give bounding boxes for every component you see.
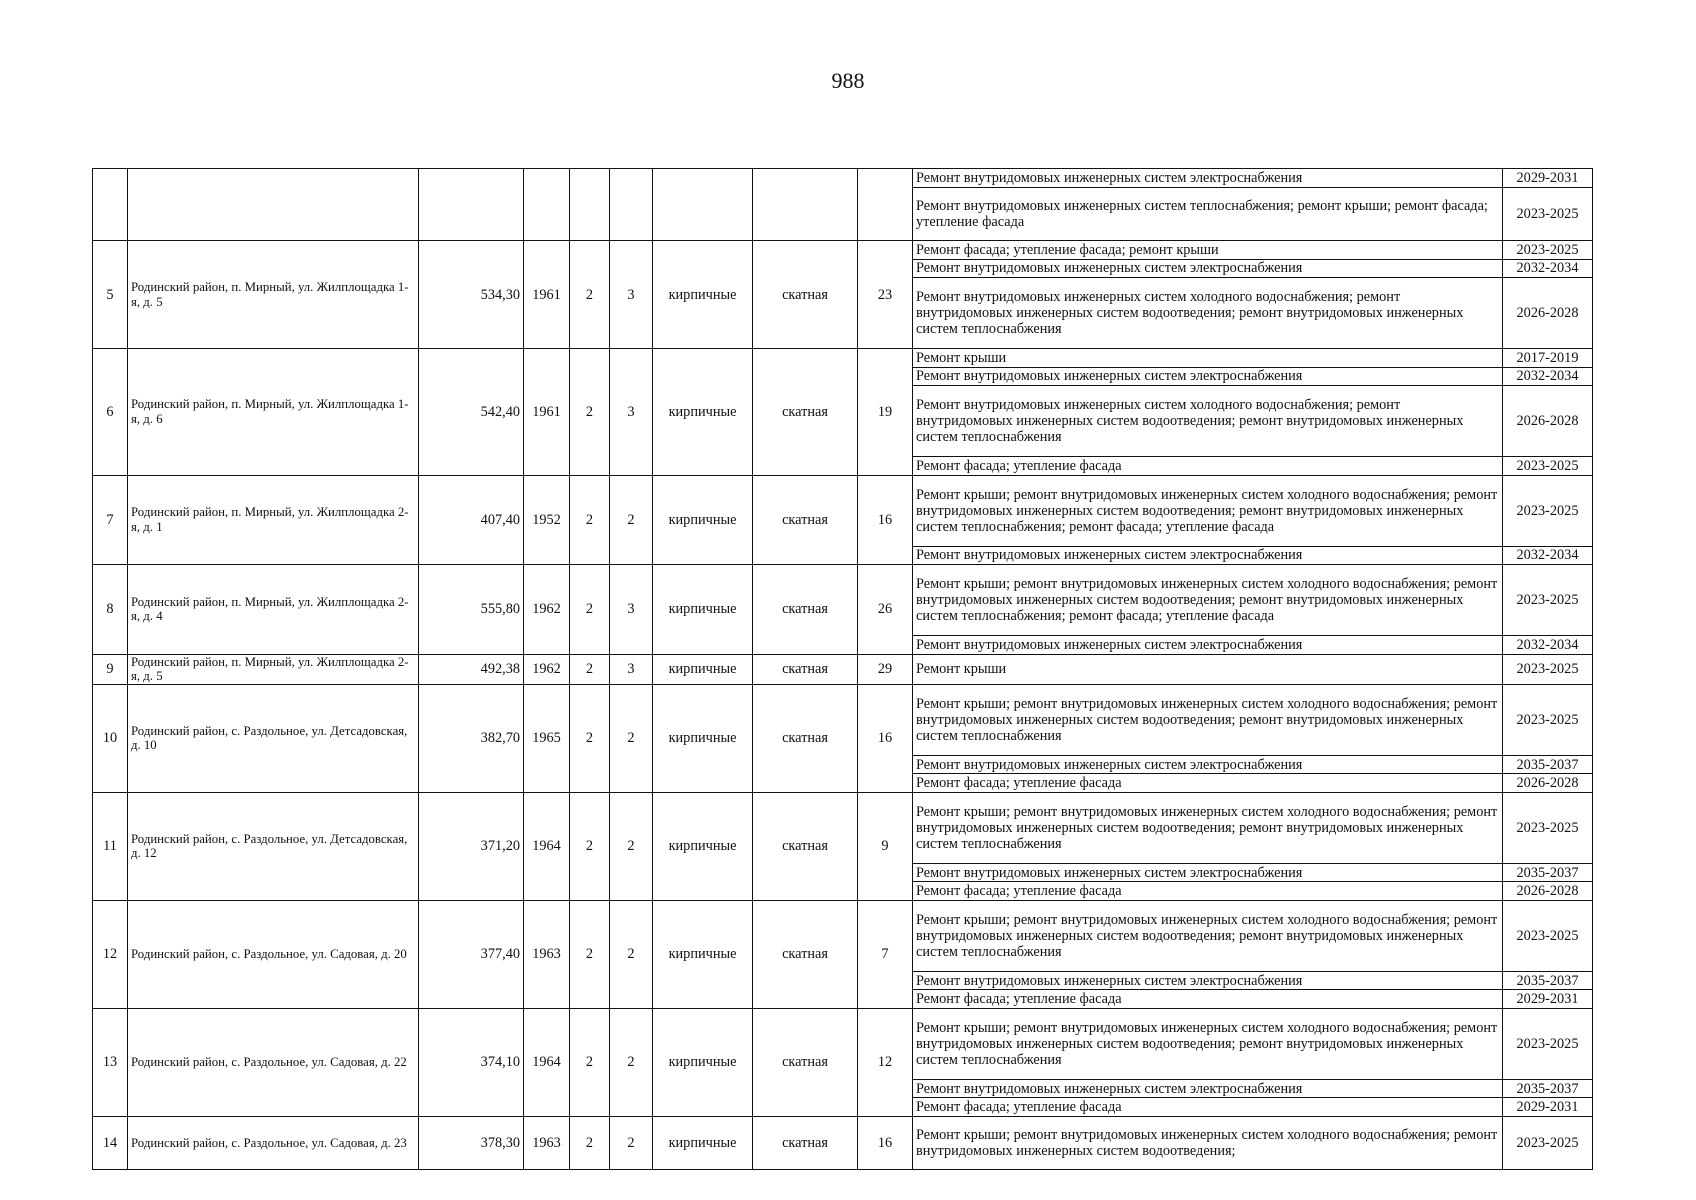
repair-period-cell: 2017-2019 [1503,349,1593,368]
floors-cell: 2 [570,241,610,349]
repair-work-cell: Ремонт фасада; утепление фасада [913,882,1503,901]
repair-period-cell: 2029-2031 [1503,1098,1593,1117]
residents-cell: 16 [858,475,913,565]
wall-material-cell: кирпичные [653,684,753,792]
repair-period-cell: 2023-2025 [1503,684,1593,755]
repair-work-cell: Ремонт внутридомовых инженерных систем холодного водоснабжения; ремонт внутридомовых инженерных систем водоотведения; ремонт внутридомовых инженерных систем теплоснабжения [913,386,1503,457]
floors-cell: 2 [570,475,610,565]
row-number-cell: 11 [93,792,128,900]
year-built-cell: 1964 [524,1008,570,1116]
wall-material-cell: кирпичные [653,475,753,565]
wall-material-cell: кирпичные [653,1008,753,1116]
table-row [93,684,1593,755]
repair-period-cell: 2023-2025 [1503,457,1593,476]
repair-period-cell: 2026-2028 [1503,882,1593,901]
roof-type-cell [753,169,858,241]
address-cell: Родинский район, п. Мирный, ул. Жилплощадка 2-я, д. 1 [128,475,419,565]
repair-period-cell: 2023-2025 [1503,792,1593,863]
entrances-cell: 2 [610,475,653,565]
table-row [93,475,1593,546]
repair-work-cell: Ремонт фасада; утепление фасада [913,1098,1503,1117]
repair-work-cell: Ремонт внутридомовых инженерных систем электроснабжения [913,971,1503,990]
page-number: 988 [831,68,865,93]
area-cell: 378,30 [419,1116,524,1170]
area-cell: 492,38 [419,654,524,684]
repair-period-cell: 2032-2034 [1503,367,1593,386]
entrances-cell [610,169,653,241]
table-row [93,241,1593,260]
address-cell: Родинский район, п. Мирный, ул. Жилплощадка 1-я, д. 5 [128,241,419,349]
entrances-cell: 2 [610,1008,653,1116]
address-cell: Родинский район, с. Раздольное, ул. Садовая, д. 22 [128,1008,419,1116]
repair-period-cell: 2023-2025 [1503,1116,1593,1170]
address-cell: Родинский район, с. Раздольное, ул. Детсадовская, д. 10 [128,684,419,792]
table-row [93,792,1593,863]
residents-cell: 9 [858,792,913,900]
repair-period-cell: 2026-2028 [1503,774,1593,793]
year-built-cell: 1952 [524,475,570,565]
repair-period-cell: 2032-2034 [1503,259,1593,278]
repair-work-cell: Ремонт внутридомовых инженерных систем электроснабжения [913,169,1503,188]
residents-cell: 12 [858,1008,913,1116]
residents-cell: 23 [858,241,913,349]
roof-type-cell: скатная [753,565,858,655]
year-built-cell: 1963 [524,900,570,1008]
entrances-cell: 3 [610,565,653,655]
repair-period-cell: 2032-2034 [1503,546,1593,565]
row-number-cell: 6 [93,349,128,476]
roof-type-cell: скатная [753,241,858,349]
repair-period-cell: 2035-2037 [1503,971,1593,990]
repair-work-cell: Ремонт внутридомовых инженерных систем электроснабжения [913,1079,1503,1098]
residents-cell [858,169,913,241]
residents-cell: 7 [858,900,913,1008]
wall-material-cell [653,169,753,241]
table-row [93,565,1593,636]
repair-period-cell: 2023-2025 [1503,1008,1593,1079]
floors-cell: 2 [570,565,610,655]
address-cell: Родинский район, с. Раздольное, ул. Садовая, д. 23 [128,1116,419,1170]
repair-work-cell: Ремонт внутридомовых инженерных систем электроснабжения [913,367,1503,386]
area-cell: 377,40 [419,900,524,1008]
repair-work-cell: Ремонт крыши; ремонт внутридомовых инженерных систем холодного водоснабжения; ремонт внутридомовых инженерных систем водоотведения; ремонт внутридомовых инженерных систем теплоснабжения [913,792,1503,863]
row-number-cell: 8 [93,565,128,655]
area-cell: 371,20 [419,792,524,900]
floors-cell: 2 [570,654,610,684]
roof-type-cell: скатная [753,684,858,792]
repair-work-cell: Ремонт крыши; ремонт внутридомовых инженерных систем холодного водоснабжения; ремонт внутридомовых инженерных систем водоотведения; ремонт внутридомовых инженерных систем теплоснабжения; ремонт фасада; утепление фасада [913,475,1503,546]
floors-cell: 2 [570,684,610,792]
roof-type-cell: скатная [753,792,858,900]
year-built-cell [524,169,570,241]
roof-type-cell: скатная [753,475,858,565]
address-cell: Родинский район, п. Мирный, ул. Жилплощадка 1-я, д. 6 [128,349,419,476]
wall-material-cell: кирпичные [653,792,753,900]
floors-cell: 2 [570,349,610,476]
table-row [93,654,1593,684]
row-number-cell: 5 [93,241,128,349]
row-number-cell: 9 [93,654,128,684]
wall-material-cell: кирпичные [653,900,753,1008]
wall-material-cell: кирпичные [653,1116,753,1170]
floors-cell: 2 [570,1008,610,1116]
table-row [93,900,1593,971]
table-body [93,169,1593,1170]
area-cell: 374,10 [419,1008,524,1116]
address-cell [128,169,419,241]
year-built-cell: 1961 [524,241,570,349]
repair-work-cell: Ремонт фасада; утепление фасада [913,990,1503,1009]
table-row [93,1116,1593,1170]
repair-work-cell: Ремонт фасада; утепление фасада; ремонт крыши [913,241,1503,260]
repair-period-cell: 2023-2025 [1503,565,1593,636]
repair-period-cell: 2029-2031 [1503,990,1593,1009]
row-number-cell [93,169,128,241]
year-built-cell: 1961 [524,349,570,476]
repair-period-cell: 2023-2025 [1503,241,1593,260]
floors-cell: 2 [570,1116,610,1170]
year-built-cell: 1965 [524,684,570,792]
wall-material-cell: кирпичные [653,565,753,655]
residents-cell: 16 [858,1116,913,1170]
repair-work-cell: Ремонт крыши; ремонт внутридомовых инженерных систем холодного водоснабжения; ремонт внутридомовых инженерных систем водоотведения; ремонт внутридомовых инженерных систем теплоснабжения [913,1008,1503,1079]
address-cell: Родинский район, с. Раздольное, ул. Детсадовская, д. 12 [128,792,419,900]
entrances-cell: 2 [610,900,653,1008]
address-cell: Родинский район, п. Мирный, ул. Жилплощадка 2-я, д. 5 [128,654,419,684]
wall-material-cell: кирпичные [653,349,753,476]
repair-work-cell: Ремонт внутридомовых инженерных систем электроснабжения [913,259,1503,278]
roof-type-cell: скатная [753,1116,858,1170]
repair-work-cell: Ремонт внутридомовых инженерных систем электроснабжения [913,863,1503,882]
residents-cell: 19 [858,349,913,476]
repair-period-cell: 2023-2025 [1503,654,1593,684]
table-row [93,169,1593,188]
row-number-cell: 14 [93,1116,128,1170]
residents-cell: 16 [858,684,913,792]
area-cell: 382,70 [419,684,524,792]
row-number-cell: 10 [93,684,128,792]
year-built-cell: 1962 [524,654,570,684]
repair-work-cell: Ремонт внутридомовых инженерных систем электроснабжения [913,546,1503,565]
roof-type-cell: скатная [753,1008,858,1116]
table-row [93,349,1593,368]
year-built-cell: 1964 [524,792,570,900]
repair-work-cell: Ремонт внутридомовых инженерных систем электроснабжения [913,636,1503,655]
year-built-cell: 1963 [524,1116,570,1170]
floors-cell: 2 [570,792,610,900]
address-cell: Родинский район, п. Мирный, ул. Жилплощадка 2-я, д. 4 [128,565,419,655]
roof-type-cell: скатная [753,900,858,1008]
table-row [93,1008,1593,1079]
entrances-cell: 3 [610,654,653,684]
repair-period-cell: 2023-2025 [1503,900,1593,971]
wall-material-cell: кирпичные [653,654,753,684]
address-cell: Родинский район, с. Раздольное, ул. Садовая, д. 20 [128,900,419,1008]
entrances-cell: 3 [610,241,653,349]
repair-period-cell: 2032-2034 [1503,636,1593,655]
repair-period-cell: 2035-2037 [1503,863,1593,882]
row-number-cell: 12 [93,900,128,1008]
entrances-cell: 2 [610,1116,653,1170]
repair-work-cell: Ремонт внутридомовых инженерных систем электроснабжения [913,755,1503,774]
entrances-cell: 3 [610,349,653,476]
area-cell: 542,40 [419,349,524,476]
entrances-cell: 2 [610,792,653,900]
floors-cell [570,169,610,241]
repair-period-cell: 2026-2028 [1503,278,1593,349]
repair-work-cell: Ремонт фасада; утепление фасада [913,457,1503,476]
residents-cell: 29 [858,654,913,684]
housing-repair-table [92,168,1593,1170]
repair-work-cell: Ремонт внутридомовых инженерных систем теплоснабжения; ремонт крыши; ремонт фасада; утепление фасада [913,187,1503,241]
row-number-cell: 7 [93,475,128,565]
repair-period-cell: 2026-2028 [1503,386,1593,457]
area-cell: 534,30 [419,241,524,349]
residents-cell: 26 [858,565,913,655]
repair-period-cell: 2029-2031 [1503,169,1593,188]
area-cell [419,169,524,241]
repair-work-cell: Ремонт крыши; ремонт внутридомовых инженерных систем холодного водоснабжения; ремонт внутридомовых инженерных систем водоотведения; ремонт внутридомовых инженерных систем теплоснабжения; ремонт фасада; утепление фасада [913,565,1503,636]
repair-period-cell: 2035-2037 [1503,755,1593,774]
repair-period-cell: 2023-2025 [1503,187,1593,241]
repair-work-cell: Ремонт внутридомовых инженерных систем холодного водоснабжения; ремонт внутридомовых инженерных систем водоотведения; ремонт внутридомовых инженерных систем теплоснабжения [913,278,1503,349]
floors-cell: 2 [570,900,610,1008]
repair-work-cell: Ремонт фасада; утепление фасада [913,774,1503,793]
area-cell: 407,40 [419,475,524,565]
wall-material-cell: кирпичные [653,241,753,349]
repair-work-cell: Ремонт крыши [913,654,1503,684]
area-cell: 555,80 [419,565,524,655]
repair-work-cell: Ремонт крыши; ремонт внутридомовых инженерных систем холодного водоснабжения; ремонт внутридомовых инженерных систем водоотведения; ремонт внутридомовых инженерных систем теплоснабжения [913,684,1503,755]
repair-work-cell: Ремонт крыши; ремонт внутридомовых инженерных систем холодного водоснабжения; ремонт внутридомовых инженерных систем водоотведения; ремонт внутридомовых инженерных систем теплоснабжения [913,900,1503,971]
roof-type-cell: скатная [753,654,858,684]
repair-period-cell: 2023-2025 [1503,475,1593,546]
roof-type-cell: скатная [753,349,858,476]
repair-work-cell: Ремонт крыши [913,349,1503,368]
row-number-cell: 13 [93,1008,128,1116]
repair-period-cell: 2035-2037 [1503,1079,1593,1098]
entrances-cell: 2 [610,684,653,792]
year-built-cell: 1962 [524,565,570,655]
repair-work-cell: Ремонт крыши; ремонт внутридомовых инженерных систем холодного водоснабжения; ремонт внутридомовых инженерных систем водоотведения; [913,1116,1503,1170]
